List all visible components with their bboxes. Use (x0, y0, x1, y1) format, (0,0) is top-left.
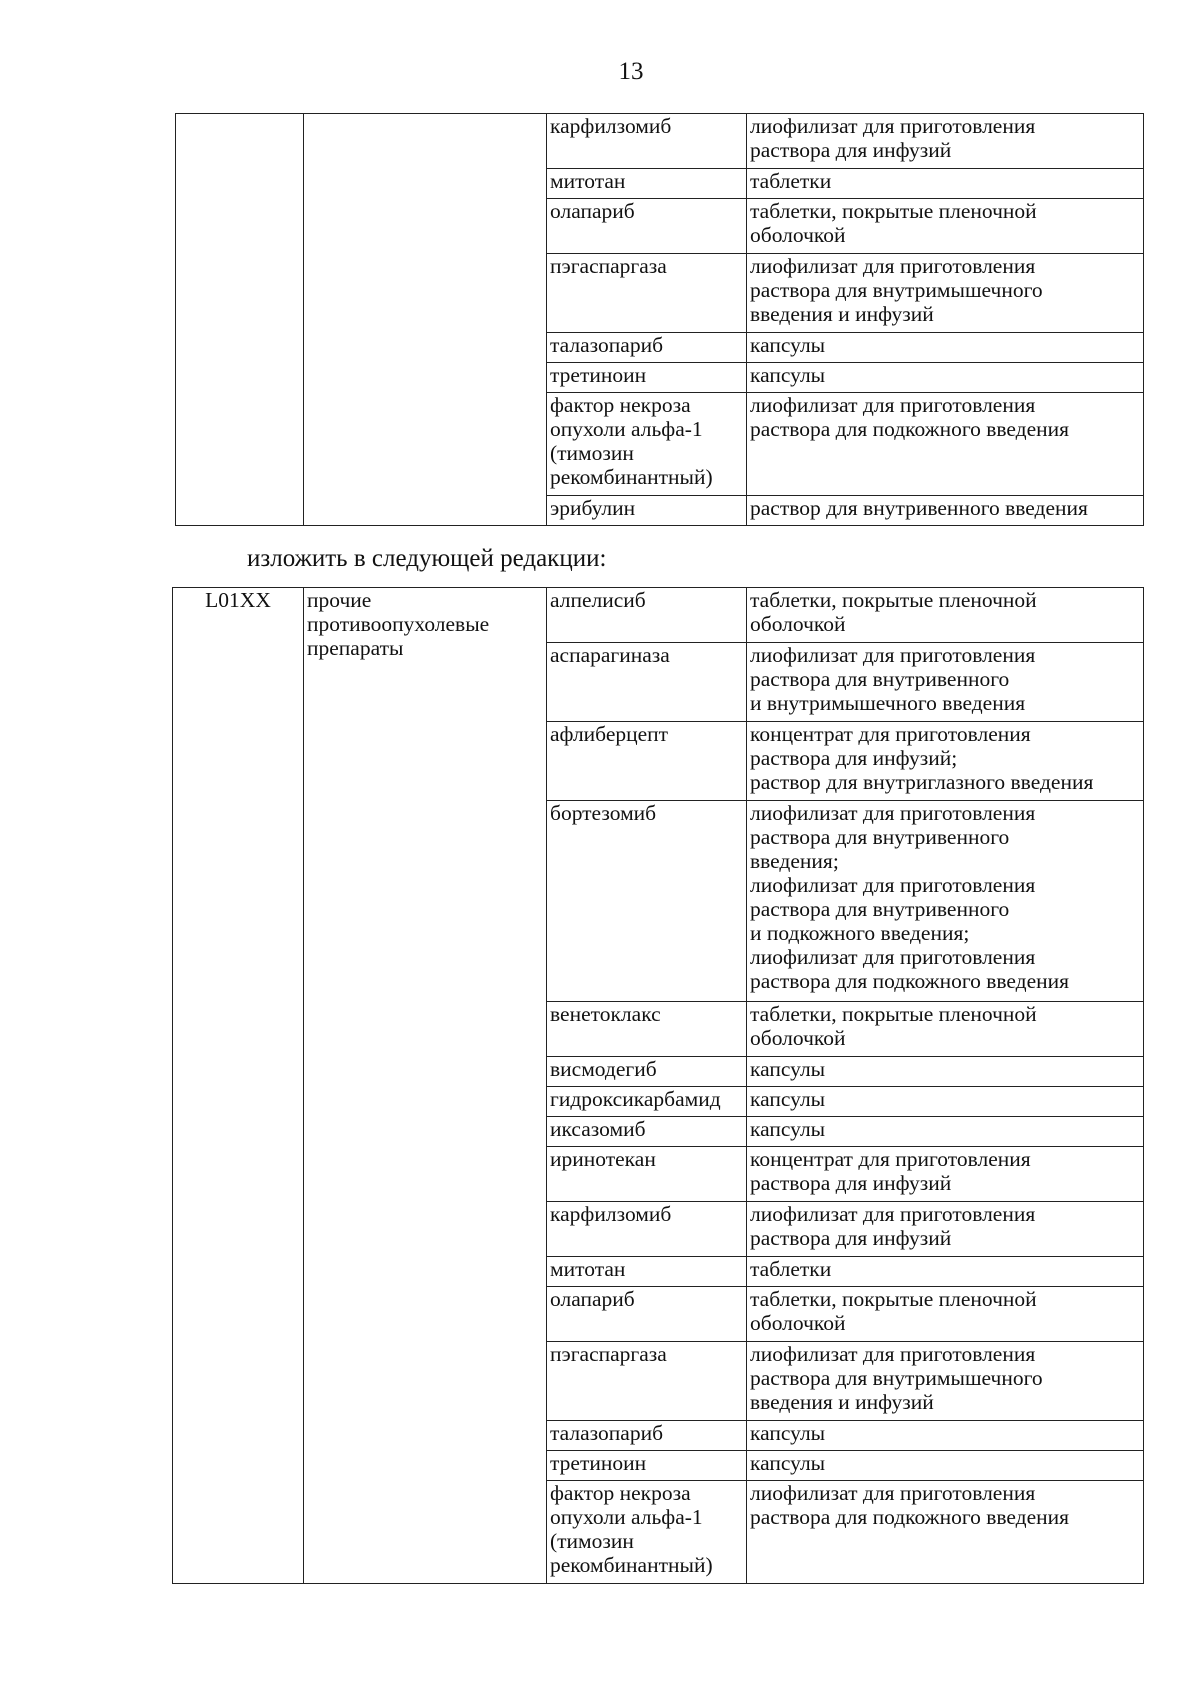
atc-code-cell (176, 114, 304, 526)
drug-name-cell: карфилзомиб (547, 1202, 747, 1257)
drug-name-cell: карфилзомиб (547, 114, 747, 169)
dosage-form-cell: лиофилизат для приготовления раствора для инфузий (747, 1202, 1144, 1257)
drug-name-cell: олапариб (547, 1287, 747, 1342)
dosage-form-cell: концентрат для приготовления раствора для инфузий (747, 1147, 1144, 1202)
drug-name-cell: пэгаспаргаза (547, 254, 747, 333)
page-number: 13 (618, 58, 644, 85)
drug-name-cell: гидроксикарбамид (547, 1087, 747, 1117)
drug-name-cell: талазопариб (547, 1421, 747, 1451)
drug-name-cell: олапариб (547, 199, 747, 254)
dosage-form-cell: лиофилизат для приготовления раствора для инфузий (747, 114, 1144, 169)
drug-name-cell: аспарагиназа (547, 643, 747, 722)
dosage-form-cell: капсулы (747, 1421, 1144, 1451)
drug-name-cell: иксазомиб (547, 1117, 747, 1147)
drug-table-new-edition (172, 587, 1144, 1584)
drug-name-cell: митотан (547, 169, 747, 199)
dosage-form-cell: капсулы (747, 1087, 1144, 1117)
anatomical-group-cell (304, 114, 547, 526)
dosage-form-cell: лиофилизат для приготовления раствора для внутримышечного введения и инфузий (747, 254, 1144, 333)
drug-name-cell: талазопариб (547, 333, 747, 363)
drug-name-cell: бортезомиб (547, 801, 747, 1002)
dosage-form-cell: таблетки, покрытые пленочной оболочкой (747, 1287, 1144, 1342)
amendment-intro-text: изложить в следующей редакции: (247, 545, 607, 572)
drug-name-cell: висмодегиб (547, 1057, 747, 1087)
dosage-form-cell: таблетки, покрытые пленочной оболочкой (747, 588, 1144, 643)
dosage-form-cell: лиофилизат для приготовления раствора для подкожного введения (747, 1481, 1144, 1584)
drug-name-cell: митотан (547, 1257, 747, 1287)
drug-name-cell: эрибулин (547, 496, 747, 526)
drug-table-continuation (175, 113, 1144, 526)
dosage-form-cell: капсулы (747, 363, 1144, 393)
dosage-form-cell: таблетки, покрытые пленочной оболочкой (747, 1002, 1144, 1057)
dosage-form-cell: таблетки (747, 169, 1144, 199)
drug-name-cell: фактор некроза опухоли альфа-1 (тимозин рекомбинантный) (547, 393, 747, 496)
table-row (173, 588, 1144, 643)
drug-name-cell: иринотекан (547, 1147, 747, 1202)
drug-name-cell: фактор некроза опухоли альфа-1 (тимозин рекомбинантный) (547, 1481, 747, 1584)
atc-code-cell: L01XX (173, 588, 304, 1584)
dosage-form-cell: капсулы (747, 1451, 1144, 1481)
drug-name-cell: третиноин (547, 1451, 747, 1481)
dosage-form-cell: лиофилизат для приготовления раствора для внутривенного введения; лиофилизат для приготовления раствора для внутривенного и подкожного введения; лиофилизат для приготовления раствора для подкожного введения (747, 801, 1144, 1002)
dosage-form-cell: концентрат для приготовления раствора для инфузий; раствор для внутриглазного введения (747, 722, 1144, 801)
dosage-form-cell: таблетки (747, 1257, 1144, 1287)
drug-name-cell: третиноин (547, 363, 747, 393)
drug-name-cell: венетоклакс (547, 1002, 747, 1057)
dosage-form-cell: лиофилизат для приготовления раствора для внутримышечного введения и инфузий (747, 1342, 1144, 1421)
drug-name-cell: алпелисиб (547, 588, 747, 643)
dosage-form-cell: лиофилизат для приготовления раствора для внутривенного и внутримышечного введения (747, 643, 1144, 722)
dosage-form-cell: таблетки, покрытые пленочной оболочкой (747, 199, 1144, 254)
drug-name-cell: пэгаспаргаза (547, 1342, 747, 1421)
dosage-form-cell: лиофилизат для приготовления раствора для подкожного введения (747, 393, 1144, 496)
table-row (176, 114, 1144, 169)
drug-name-cell: афлиберцепт (547, 722, 747, 801)
dosage-form-cell: капсулы (747, 1057, 1144, 1087)
dosage-form-cell: капсулы (747, 333, 1144, 363)
dosage-form-cell: капсулы (747, 1117, 1144, 1147)
anatomical-group-cell: прочие противоопухолевые препараты (304, 588, 547, 1584)
dosage-form-cell: раствор для внутривенного введения (747, 496, 1144, 526)
